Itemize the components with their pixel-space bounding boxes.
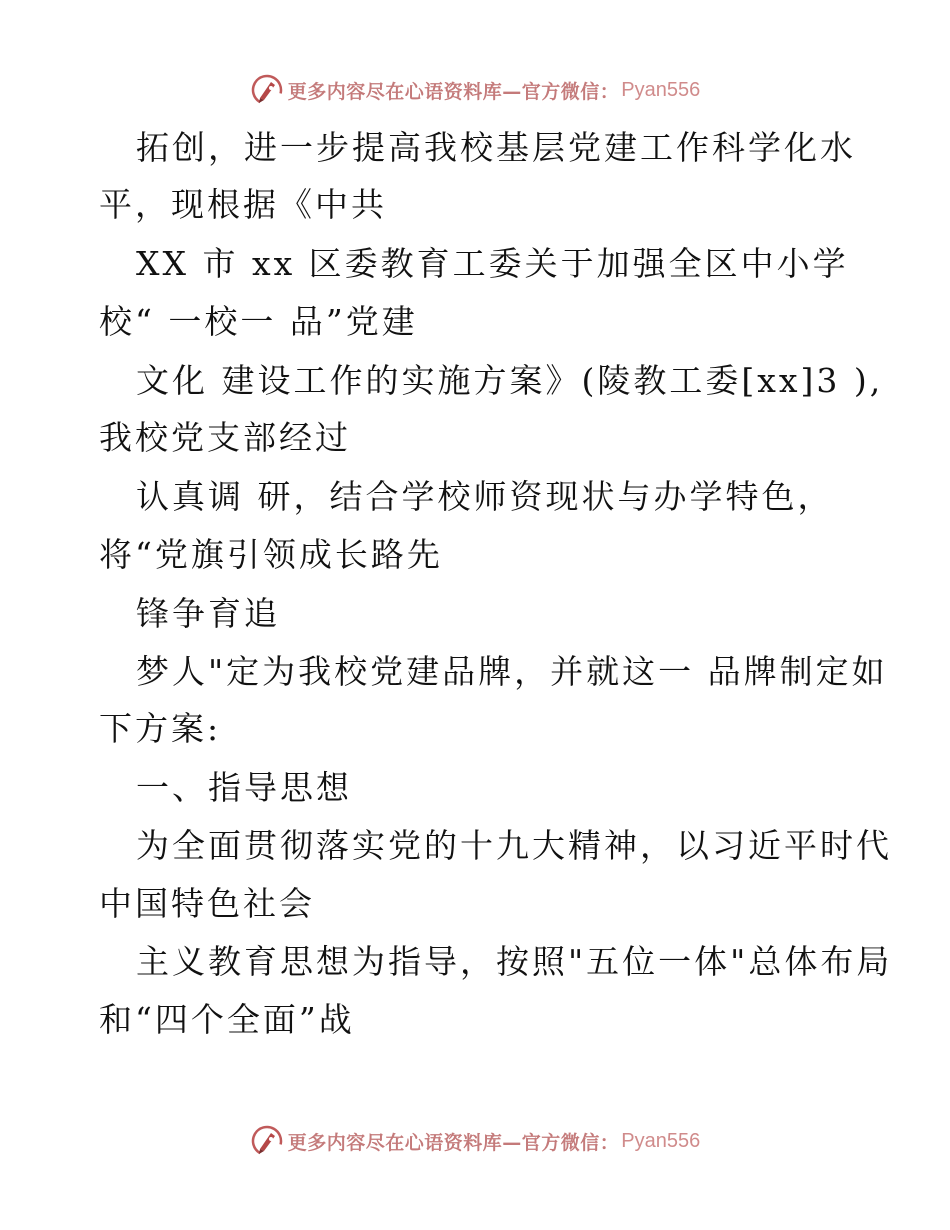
footer-watermark bbox=[0, 1124, 950, 1158]
watermark-handle: Pyan556 bbox=[621, 1129, 701, 1152]
text-line: 文化 建设工作的实施方案》(陵教工委[xx]3 ), bbox=[136, 361, 884, 400]
text-line: 将“党旗引领成长路先 bbox=[99, 535, 443, 574]
watermark-text: 更多内容尽在心语资料库—官方微信： bbox=[287, 1131, 620, 1154]
watermark-text: 更多内容尽在心语资料库—官方微信： bbox=[287, 80, 620, 103]
text-line: 主义教育思想为指导，按照"五位一体"总体布局 bbox=[136, 942, 893, 981]
text-line: 下方案: bbox=[99, 709, 222, 748]
text-line: 中国特色社会 bbox=[99, 884, 315, 923]
text-line: 平，现根据《中共 bbox=[99, 185, 387, 224]
text-line: XX 市 xx 区委教育工委关于加强全区中小学 bbox=[136, 244, 849, 283]
text-line: 我校党支部经过 bbox=[99, 418, 351, 457]
watermark-handle: Pyan556 bbox=[621, 78, 701, 101]
pen-logo-icon bbox=[250, 73, 284, 107]
section-heading: 一、指导思想 bbox=[136, 768, 352, 807]
text-line: 为全面贯彻落实党的十九大精神，以习近平时代 bbox=[136, 826, 892, 865]
text-line: 和“四个全面”战 bbox=[99, 1000, 355, 1039]
text-line: 梦人"定为我校党建品牌，并就这一 品牌制定如 bbox=[136, 652, 888, 691]
text-line: 认真调 研，结合学校师资现状与办学特色， bbox=[136, 477, 834, 516]
text-line: 校“ 一校一 品”党建 bbox=[99, 302, 418, 341]
text-line: 锋争育追 bbox=[136, 594, 280, 633]
text-line: 拓创，进一步提高我校基层党建工作科学化水 bbox=[136, 128, 856, 167]
pen-logo-icon bbox=[250, 1124, 284, 1158]
header-watermark bbox=[0, 73, 950, 107]
